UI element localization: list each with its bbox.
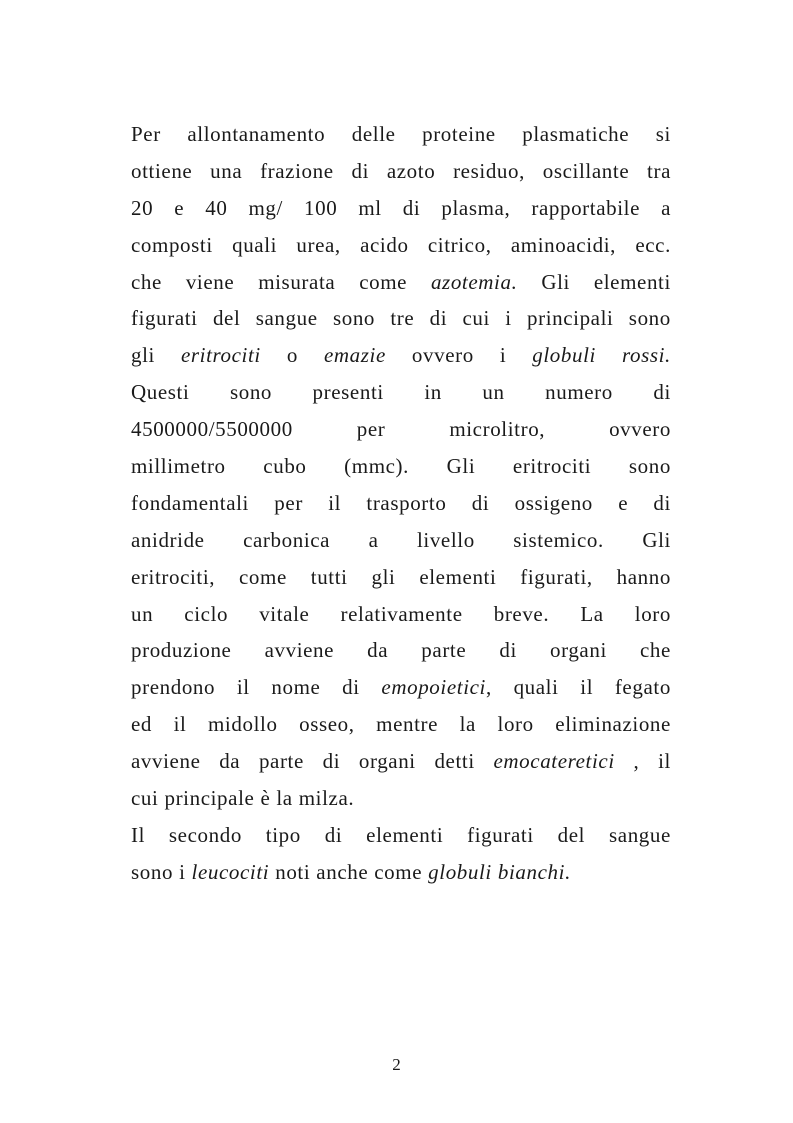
word: plasma, xyxy=(441,195,511,220)
text-line xyxy=(131,522,671,559)
italic-term: globuli xyxy=(428,859,492,884)
word: breve. xyxy=(493,601,550,626)
word: elementi xyxy=(593,269,671,294)
word: di xyxy=(499,638,517,663)
word: di xyxy=(342,675,360,700)
word: organi xyxy=(358,749,416,774)
word: osseo, xyxy=(299,712,355,737)
word: loro xyxy=(634,601,671,626)
word: avviene xyxy=(131,749,201,774)
word: sistemico. xyxy=(513,527,604,552)
word: La xyxy=(580,601,604,626)
text-line xyxy=(131,485,671,522)
word: sangue xyxy=(255,306,318,331)
word: vitale xyxy=(259,601,310,626)
text-line xyxy=(131,153,671,190)
word: livello xyxy=(416,527,475,552)
word: viene xyxy=(185,269,235,294)
word: che xyxy=(639,638,671,663)
word: midollo xyxy=(208,712,278,737)
word: produzione xyxy=(131,638,232,663)
word: per xyxy=(356,417,386,442)
word: come xyxy=(359,269,408,294)
word: Gli xyxy=(642,527,671,552)
word: eritrociti, xyxy=(131,564,216,589)
word: si xyxy=(655,122,671,146)
word: cui xyxy=(131,786,159,811)
word: figurati, xyxy=(520,564,593,589)
body-paragraphs xyxy=(131,116,671,891)
word: anidride xyxy=(131,527,205,552)
word: 20 xyxy=(131,195,154,220)
word: la xyxy=(459,712,476,737)
word: detti xyxy=(434,749,475,774)
word: Questi xyxy=(131,380,190,405)
word: Gli xyxy=(446,454,476,479)
word: milza. xyxy=(298,786,355,811)
page-number: 2 xyxy=(392,1055,401,1074)
word: 4500000/5500000 xyxy=(131,417,293,442)
italic-term: globuli xyxy=(532,343,596,368)
word: allontanamento xyxy=(187,122,326,146)
word: principale xyxy=(164,786,255,811)
word: urea, xyxy=(296,232,341,257)
word: 40 xyxy=(205,195,228,220)
word: ovvero xyxy=(609,417,671,442)
word: gli xyxy=(131,343,155,368)
word: Gli xyxy=(541,269,570,294)
word: per xyxy=(274,490,303,515)
word: ovvero xyxy=(411,343,474,368)
word: che xyxy=(131,269,162,294)
text-line xyxy=(131,743,671,780)
word: e xyxy=(174,195,185,220)
text-line xyxy=(131,596,671,633)
word: tre xyxy=(390,306,415,331)
word: i xyxy=(179,859,186,884)
italic-term: azotemia. xyxy=(430,269,518,294)
word: sono xyxy=(628,454,671,479)
word: di xyxy=(402,195,421,220)
word: Il xyxy=(131,822,146,847)
italic-term: emazie xyxy=(323,343,386,368)
text-line xyxy=(131,448,671,485)
word: i xyxy=(505,306,512,331)
word: parte xyxy=(421,638,467,663)
word: cubo xyxy=(263,454,307,479)
word: Per xyxy=(131,122,161,146)
word: avviene xyxy=(264,638,335,663)
word: come xyxy=(374,859,423,884)
word: 100 xyxy=(304,195,338,220)
text-line xyxy=(131,817,671,854)
word: , xyxy=(633,749,640,774)
word: di xyxy=(324,822,343,847)
word: a xyxy=(368,527,379,552)
word: sangue xyxy=(609,822,671,847)
word: nome xyxy=(271,675,321,700)
word: prendono xyxy=(131,675,216,700)
word: delle xyxy=(351,122,396,146)
word: o xyxy=(286,343,298,368)
word: la xyxy=(276,786,293,811)
word: proteine xyxy=(422,122,496,146)
word: il xyxy=(328,490,342,515)
word: figurati xyxy=(131,306,198,331)
word: eritrociti xyxy=(512,454,592,479)
word: carbonica xyxy=(243,527,331,552)
word: ecc. xyxy=(635,232,671,257)
word: composti xyxy=(131,232,213,257)
word: anche xyxy=(316,859,369,884)
word: quali xyxy=(232,232,278,257)
word: cui xyxy=(462,306,490,331)
word: eliminazione xyxy=(555,712,671,737)
italic-term: emopoietici, xyxy=(381,675,492,700)
word: principali xyxy=(527,306,614,331)
word: relativamente xyxy=(340,601,463,626)
word: rapportabile xyxy=(531,195,641,220)
word: il xyxy=(236,675,250,700)
word: il xyxy=(173,712,187,737)
word: tutti xyxy=(310,564,348,589)
word: elementi xyxy=(366,822,444,847)
text-line xyxy=(131,854,671,891)
word: presenti xyxy=(312,380,384,405)
text-line xyxy=(131,116,671,153)
text-line xyxy=(131,780,671,817)
word: come xyxy=(239,564,287,589)
italic-term: bianchi. xyxy=(497,859,571,884)
word: acido xyxy=(360,232,409,257)
word: una xyxy=(210,158,243,183)
word: millimetro xyxy=(131,454,226,479)
word: il xyxy=(580,675,594,700)
word: numero xyxy=(545,380,613,405)
word: tipo xyxy=(265,822,301,847)
word: oscillante xyxy=(542,158,630,183)
text-line xyxy=(131,337,671,374)
word: i xyxy=(499,343,507,368)
italic-term: eritrociti xyxy=(180,343,261,368)
word: figurati xyxy=(467,822,534,847)
text-line xyxy=(131,300,671,337)
word: fondamentali xyxy=(131,490,249,515)
word: trasporto xyxy=(366,490,447,515)
word: elementi xyxy=(419,564,497,589)
word: noti xyxy=(275,859,311,884)
word: aminoacidi, xyxy=(510,232,617,257)
word: hanno xyxy=(616,564,671,589)
word: tra xyxy=(647,158,671,183)
word: plasmatiche xyxy=(522,122,630,146)
word: gli xyxy=(371,564,396,589)
text-line xyxy=(131,559,671,596)
word: a xyxy=(661,195,671,220)
word: di xyxy=(653,380,671,405)
word: da xyxy=(367,638,389,663)
word: (mmc). xyxy=(344,454,409,479)
text-line xyxy=(131,632,671,669)
word: ottiene xyxy=(131,158,193,183)
word: frazione xyxy=(260,158,334,183)
word: microlitro, xyxy=(449,417,546,442)
word: quali xyxy=(513,675,559,700)
word: sono xyxy=(131,859,174,884)
word: loro xyxy=(497,712,534,737)
word: del xyxy=(557,822,586,847)
word: ciclo xyxy=(184,601,229,626)
text-line xyxy=(131,264,671,301)
word: ed xyxy=(131,712,153,737)
word: sono xyxy=(332,306,376,331)
word: ml xyxy=(358,195,382,220)
word: è xyxy=(260,786,271,811)
word: citrico, xyxy=(427,232,492,257)
word: di xyxy=(322,749,341,774)
word: residuo, xyxy=(453,158,525,183)
word: il xyxy=(658,749,671,774)
word: misurata xyxy=(258,269,336,294)
text-line xyxy=(131,190,671,227)
text-line xyxy=(131,227,671,264)
word: organi xyxy=(550,638,607,663)
word: secondo xyxy=(168,822,242,847)
word: mentre xyxy=(376,712,439,737)
word: ossigeno xyxy=(514,490,593,515)
word: di xyxy=(351,158,370,183)
italic-term: rossi. xyxy=(621,343,671,368)
word: parte xyxy=(258,749,304,774)
word: da xyxy=(219,749,241,774)
word: e xyxy=(618,490,629,515)
word: di xyxy=(653,490,671,515)
text-line xyxy=(131,706,671,743)
italic-term: emocateretici xyxy=(493,749,615,774)
word: sono xyxy=(229,380,273,405)
word: sono xyxy=(628,306,671,331)
word: fegato xyxy=(614,675,671,700)
text-line xyxy=(131,411,671,448)
text-line xyxy=(131,669,671,706)
word: di xyxy=(429,306,448,331)
word: un xyxy=(482,380,505,405)
word: mg/ xyxy=(248,195,283,220)
text-line xyxy=(131,374,671,411)
word: azoto xyxy=(386,158,436,183)
word: del xyxy=(212,306,241,331)
word: un xyxy=(131,601,154,626)
word: in xyxy=(424,380,442,405)
italic-term: leucociti xyxy=(191,859,270,884)
word: di xyxy=(471,490,490,515)
